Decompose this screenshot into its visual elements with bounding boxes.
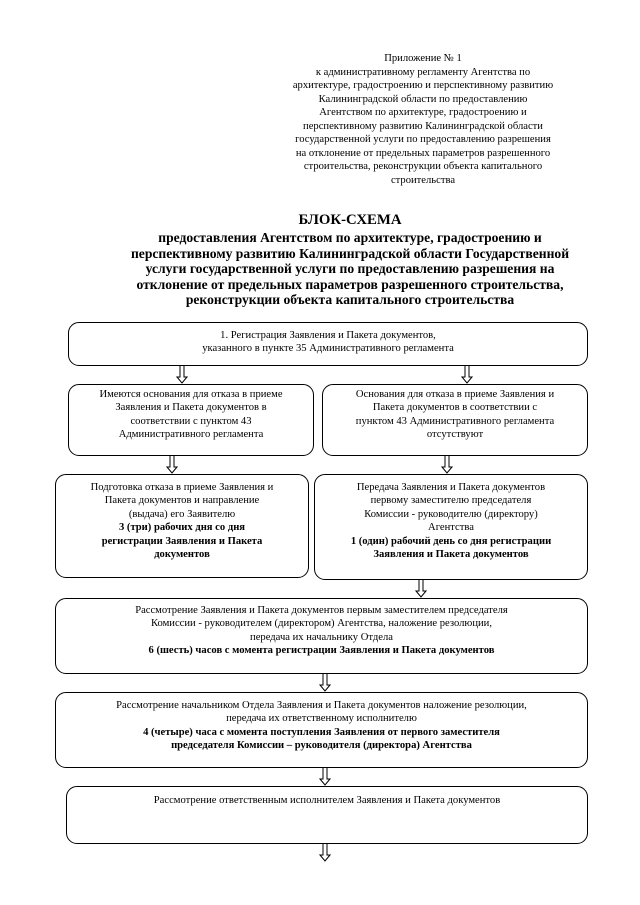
box-line: Рассмотрение Заявления и Пакета документов первым заместителем председателя	[135, 605, 508, 616]
box-line: первому заместителю председателя	[370, 495, 532, 507]
title-line: отклонение от предельных параметров разрешенного строительства,	[136, 276, 564, 292]
box-line: Агентства	[428, 522, 474, 534]
box-line: Имеются основания для отказа в приеме	[99, 389, 283, 400]
arrow-down-icon	[176, 366, 188, 384]
appendix-line: на отклонение от предельных параметров разрешенного	[295, 147, 551, 159]
deadline-line: председателя Комиссии – руководителя (директора) Агентства	[171, 740, 472, 752]
deadline-line: Заявления и Пакета документов	[373, 549, 529, 561]
appendix-line: архитектуре, градостроению и перспективному развитию	[292, 80, 554, 91]
deadline-line: 1 (один) рабочий день со дня регистрации	[350, 535, 552, 547]
appendix-line: Агентством по архитектуре, градостроению и	[319, 107, 527, 118]
title-line: перспективному развитию Калининградской области Государственной	[130, 245, 570, 261]
box-line: Основания для отказа в приеме Заявления и	[355, 389, 555, 400]
box-line: отсутствуют	[426, 429, 484, 441]
box-line: Комиссии - руководителю (директору)	[364, 508, 538, 520]
refusal-grounds-exist-box	[68, 384, 314, 456]
title-line: услуги государственной услуги по предоставлению разрешения на	[145, 261, 555, 277]
arrow-down-icon	[319, 674, 331, 692]
appendix-line: к административному регламенту Агентства по	[315, 66, 531, 78]
arrow-down-icon	[415, 580, 427, 598]
box-line: Подготовка отказа в приеме Заявления и	[90, 482, 274, 493]
box-line: Передача Заявления и Пакета документов	[356, 482, 546, 493]
appendix-line: строительства, реконструкции объекта капитального	[303, 161, 543, 172]
deadline-line: 3 (три) рабочих дня со дня	[118, 522, 246, 534]
appendix-line: перспективному развитию Калининградской области	[303, 120, 543, 132]
deadline-line: документов	[154, 549, 210, 561]
box-line: Административного регламента	[118, 429, 264, 441]
box-line: (выдача) его Заявителю	[128, 508, 236, 520]
arrow-down-icon	[319, 768, 331, 786]
appendix-header	[258, 52, 588, 187]
transfer-to-deputy-box	[314, 474, 588, 580]
box-line: Рассмотрение начальником Отдела Заявления и Пакета документов наложение резолюции,	[116, 700, 527, 711]
appendix-line: государственной услуги по предоставлению разрешения	[295, 134, 551, 145]
box-line: Пакета документов и направление	[104, 495, 260, 507]
registration-box	[68, 322, 588, 366]
box-line: 1. Регистрация Заявления и Пакета документов,	[220, 330, 436, 341]
department-head-review-box	[55, 692, 588, 768]
arrow-down-icon	[319, 844, 331, 862]
box-line: пунктом 43 Административного регламента	[355, 415, 555, 427]
appendix-line: строительства	[390, 174, 456, 186]
arrow-down-icon	[441, 456, 453, 474]
box-line: передача их начальнику Отдела	[250, 631, 393, 643]
arrow-down-icon	[461, 366, 473, 384]
appendix-line: Приложение № 1	[384, 53, 462, 64]
title-heading: БЛОК-СХЕМА	[298, 212, 402, 228]
box-line: Рассмотрение ответственным исполнителем Заявления и Пакета документов	[153, 795, 501, 806]
title-line: реконструкции объекта капитального строительства	[185, 292, 515, 308]
box-line: соответствии с пунктом 43	[130, 415, 252, 427]
box-line: указанного в пункте 35 Административного регламента	[202, 343, 454, 355]
deadline-line: регистрации Заявления и Пакета	[101, 535, 263, 547]
deputy-review-box	[55, 598, 588, 674]
diagram-title	[120, 212, 580, 308]
box-line: Заявления и Пакета документов в	[115, 402, 267, 414]
box-line: Пакета документов в соответствии с	[372, 402, 538, 414]
refusal-grounds-absent-box	[322, 384, 588, 456]
title-line: предоставления Агентством по архитектуре, градостроению и	[158, 230, 542, 245]
deadline-line: 4 (четыре) часа с момента поступления Заявления от первого заместителя	[143, 726, 500, 738]
box-line: передача их ответственному исполнителю	[226, 713, 417, 725]
appendix-line: Калининградской области по предоставлению	[318, 93, 528, 105]
deadline-line: 6 (шесть) часов с момента регистрации Заявления и Пакета документов	[148, 645, 495, 657]
refusal-preparation-box	[55, 474, 309, 578]
box-line: Комиссии - руководителем (директором) Агентства, наложение резолюции,	[150, 618, 493, 630]
arrow-down-icon	[166, 456, 178, 474]
executor-review-box	[66, 786, 588, 844]
